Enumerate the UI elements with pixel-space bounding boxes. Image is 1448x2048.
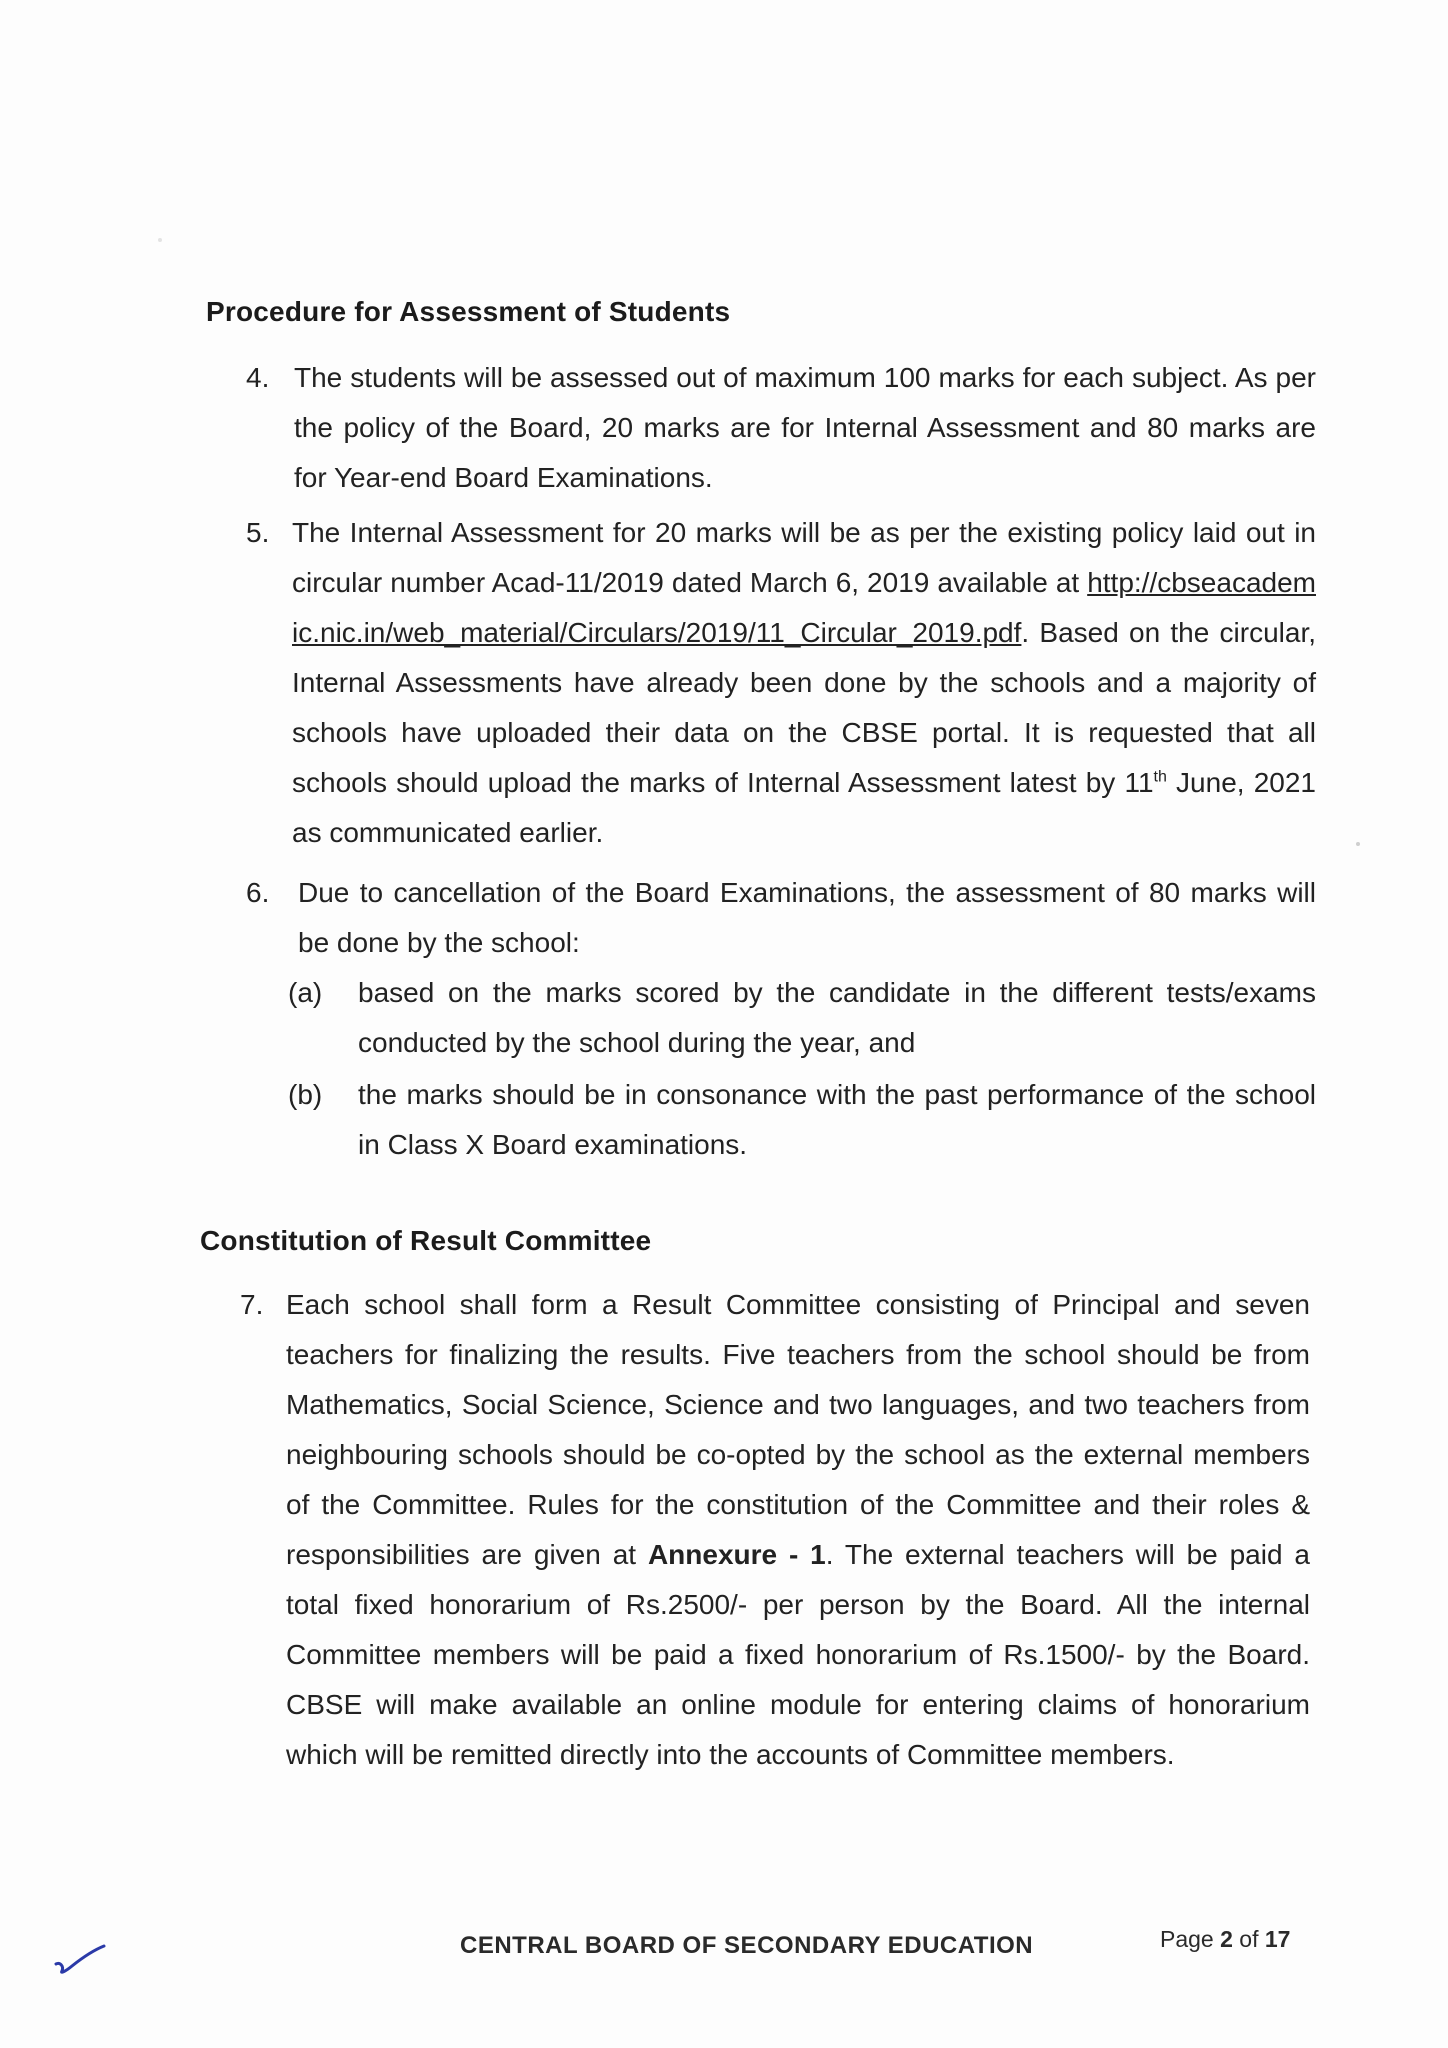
item-number: 7. — [240, 1289, 264, 1320]
item-number: 5. — [246, 517, 270, 548]
ordinal-suffix: th — [1153, 768, 1167, 786]
page-footer — [0, 1926, 1448, 1972]
item-text-part2: . The external teachers will be paid a total fixed honorarium of Rs.2500/- per person by the Board. All the internal Committee members will be paid a fixed honorarium of Rs.1500/- by the Board. CBSE will make available an online module for entering claims of honorarium which will be remitted directly into the accounts of Committee members. — [286, 1539, 1310, 1770]
sub-item-text: the marks should be in consonance with the past performance of the school in Class X Board examinations. — [358, 1079, 1316, 1160]
item-text — [286, 1280, 1310, 1780]
item-text-intro: The Internal Assessment for 20 marks will be as per the existing policy laid out in circular number Acad-11/2019 dated March 6, 2019 available at — [292, 517, 1316, 598]
item-number: 4. — [246, 362, 270, 393]
sub-item-label: (a) — [288, 977, 323, 1008]
annexure-reference: Annexure - 1 — [647, 1539, 826, 1570]
scan-speck — [158, 238, 162, 242]
item-text: The students will be assessed out of maximum 100 marks for each subject. As per the policy of the Board, 20 marks are for Internal Assessment and 80 marks are for Year-end Board Examinations. — [294, 362, 1316, 493]
item-text — [292, 508, 1316, 858]
item-text-continued: . Based on the circular, Internal Assessments have already been done by the schools and a majority of schools have uploaded their data on the CBSE portal. It is requested that all schools should upload the marks of Internal Assessment latest by 11 — [292, 617, 1316, 798]
item-text-end: June, 2021 as communicated earlier. — [292, 767, 1316, 848]
section-heading-committee: Constitution of Result Committee — [200, 1225, 652, 1256]
item-text: Due to cancellation of the Board Examinations, the assessment of 80 marks will be done by the school: — [298, 877, 1316, 958]
handwritten-tick-icon — [52, 1938, 112, 1978]
item-number: 6. — [246, 877, 270, 908]
page-number: Page 2 of 17 — [1160, 1926, 1291, 1952]
circular-link[interactable]: http://cbseacademic.nic.in/web_material/Circulars/2019/11_Circular_2019.pdf — [292, 567, 1316, 648]
scan-speck — [1356, 842, 1360, 846]
sub-item-label: (b) — [288, 1079, 323, 1110]
sub-item-text: based on the marks scored by the candidate in the different tests/exams conducted by the school during the year, and — [358, 977, 1316, 1058]
section-heading-assessment: Procedure for Assessment of Students — [206, 296, 731, 327]
organization-name: CENTRAL BOARD OF SECONDARY EDUCATION — [460, 1932, 1034, 1959]
item-text-part1: Each school shall form a Result Committee consisting of Principal and seven teachers for finalizing the results. Five teachers from the school should be from Mathematics, Social Science, Science and two languages, and two teachers from neighbouring schools should be co-opted by the school as the external members of the Committee. Rules for the constitution of the Committee and their roles & responsibilities are given at — [286, 1289, 1310, 1570]
